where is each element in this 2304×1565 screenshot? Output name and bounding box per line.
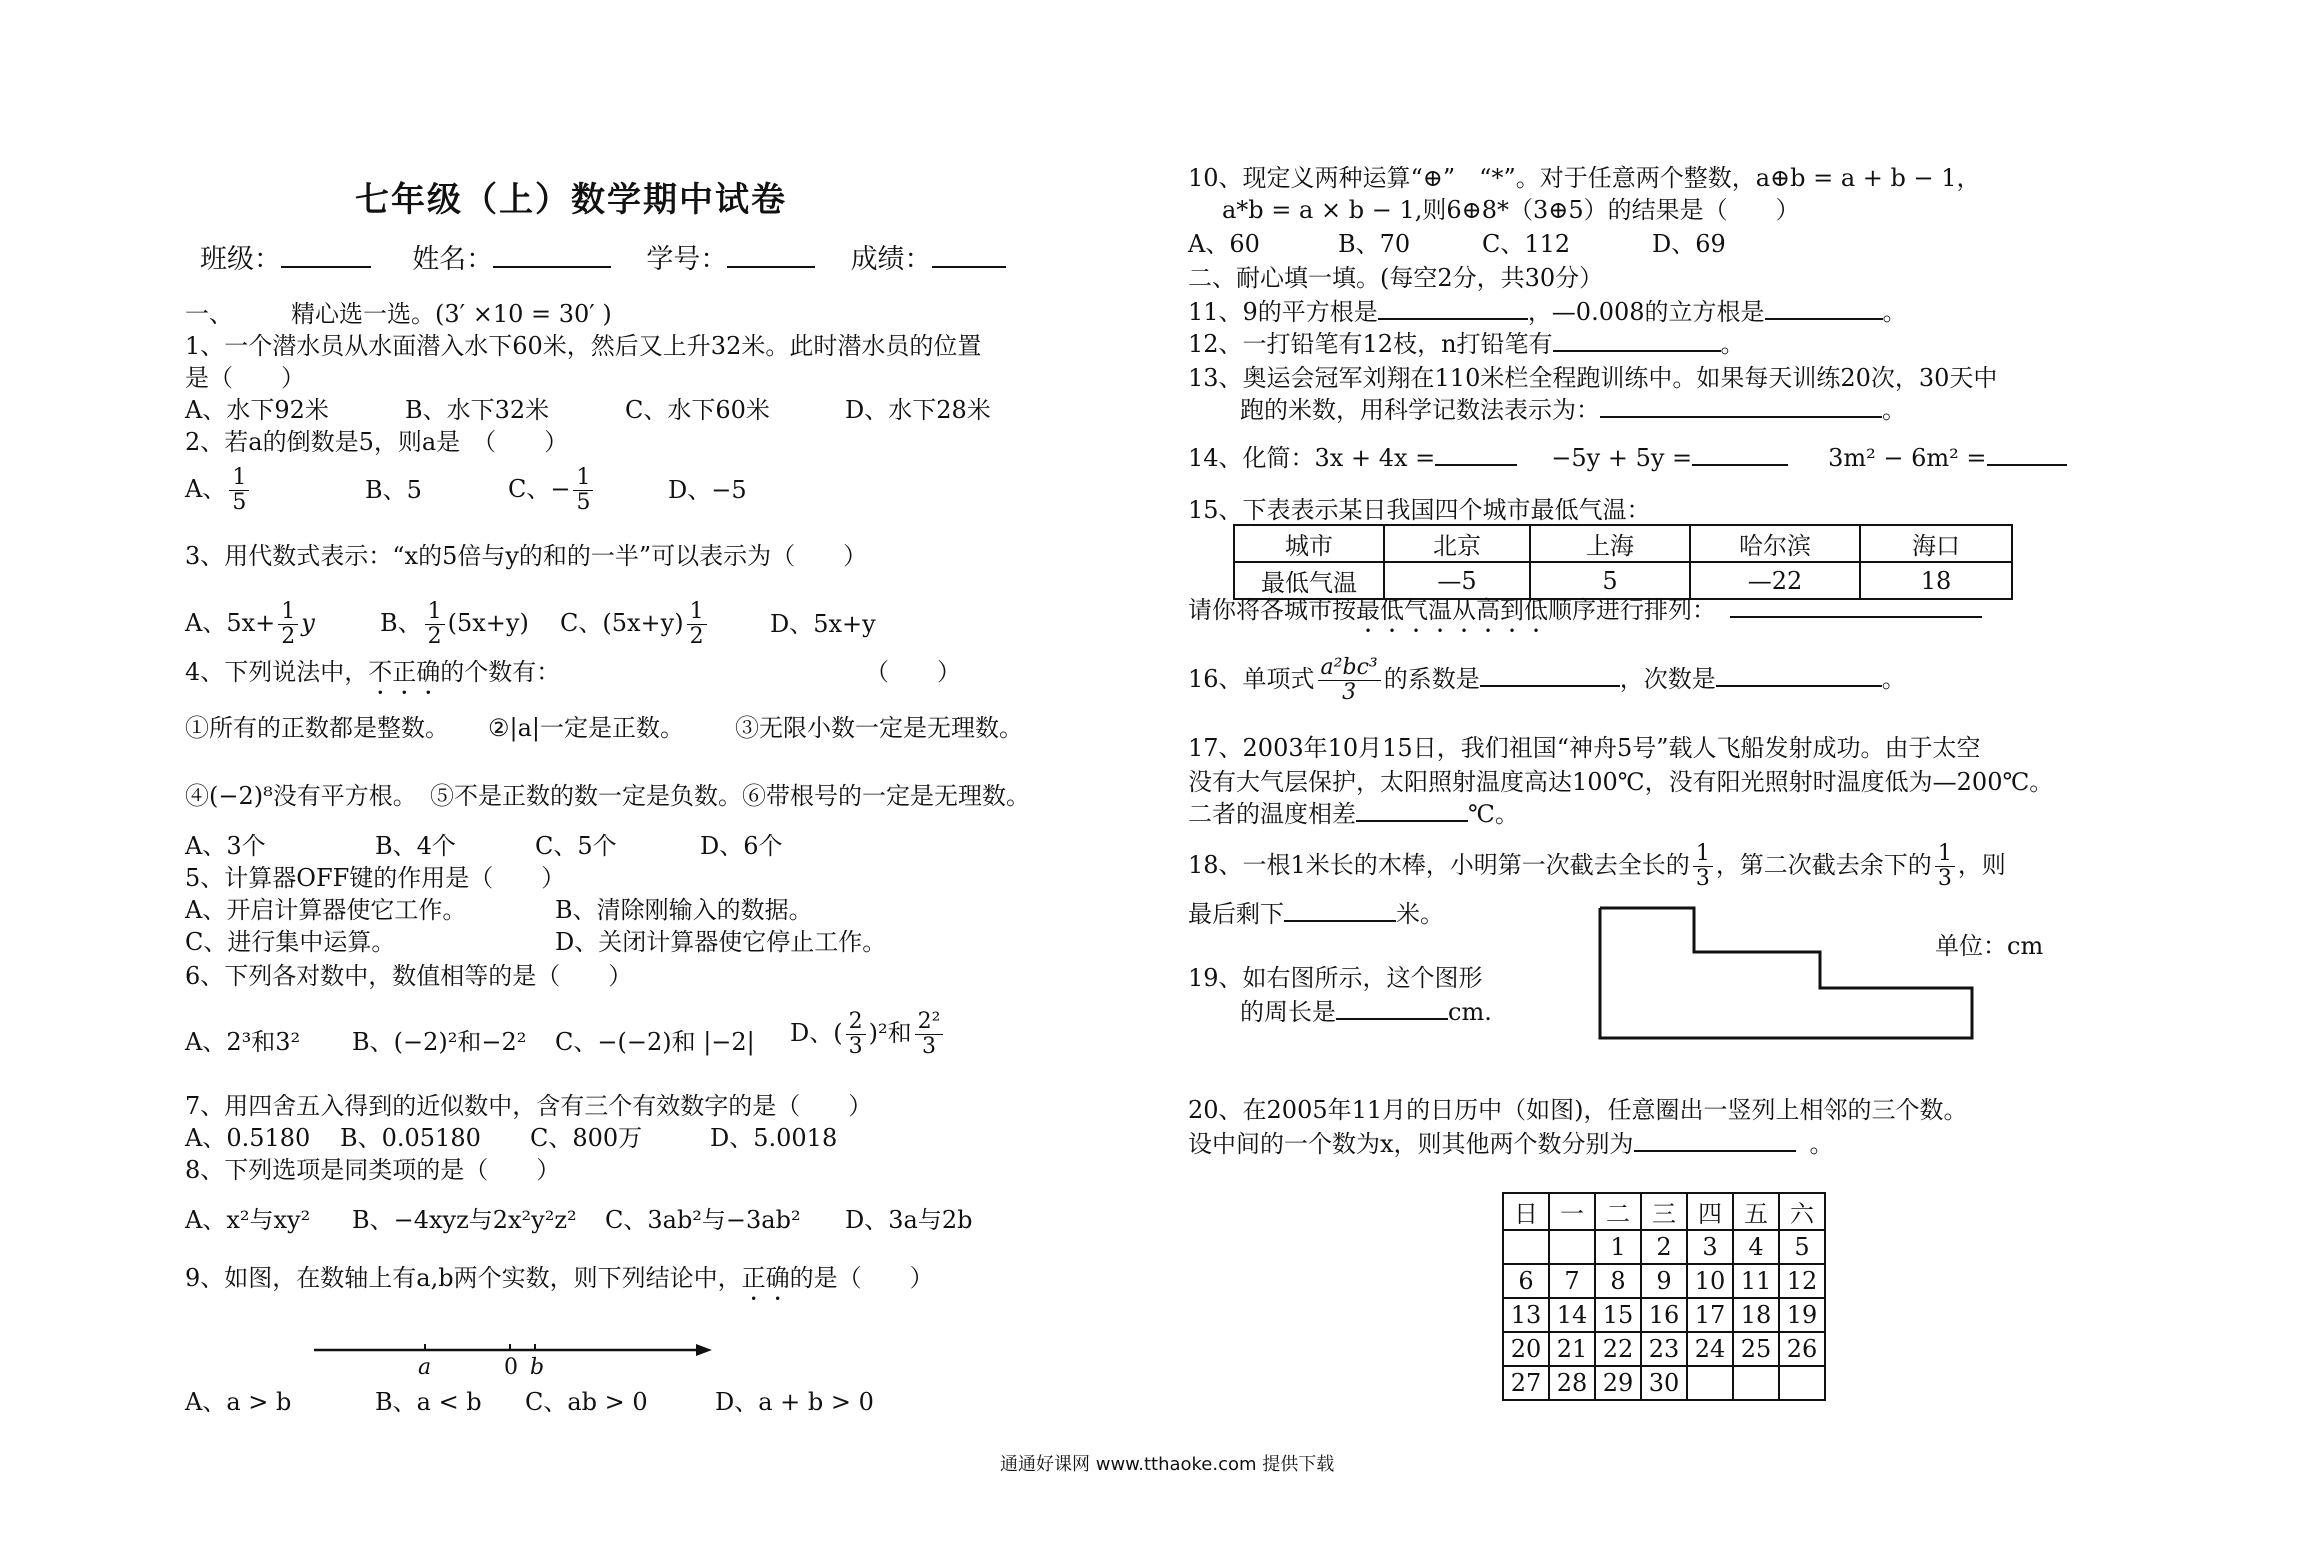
q13-line1: 13、奥运会冠军刘翔在110米栏全程跑训练中。如果每天训练20次，30天中 — [1188, 364, 1998, 392]
calendar-day-cell[interactable]: 16 — [1641, 1298, 1687, 1332]
q9-stem — [185, 1262, 934, 1306]
q8-stem: 8、下列选项是同类项的是（ ） — [185, 1156, 561, 1184]
q15-tail-pre: 请你将各城市按 — [1188, 596, 1356, 624]
calendar-day-cell[interactable] — [1549, 1230, 1595, 1264]
q9-option-c[interactable]: C、ab > 0 — [525, 1388, 648, 1416]
q4-statement-3: ③无限小数一定是无理数。 — [735, 714, 1023, 742]
q4-statement-2: ②|a|一定是正数。 — [488, 714, 684, 742]
q9-stem-emphasis: 正确 — [741, 1264, 790, 1292]
q20-blank[interactable] — [1634, 1128, 1796, 1152]
calendar-weekday-cell: 日 — [1503, 1193, 1549, 1230]
calendar-weekday-cell: 三 — [1641, 1193, 1687, 1230]
id-label: 学号： — [646, 244, 728, 275]
q2-option-a-label: A、 — [185, 475, 227, 503]
q8-option-c[interactable]: C、3ab²与−3ab² — [605, 1206, 801, 1234]
calendar-week-row — [1503, 1332, 1825, 1366]
q7-option-b[interactable]: B、0.05180 — [340, 1124, 481, 1152]
calendar-day-cell[interactable]: 5 — [1779, 1230, 1825, 1264]
calendar-day-cell[interactable]: 28 — [1549, 1366, 1595, 1400]
class-field[interactable] — [281, 244, 371, 268]
q6-option-d[interactable]: D、( $\frac{2}{3}$ )²和 $\frac{\text{2²}}{3}$ — [790, 1010, 946, 1059]
table-header-cell: 城市 — [1234, 525, 1384, 562]
calendar-day-cell[interactable]: 13 — [1503, 1298, 1549, 1332]
q19-blank[interactable] — [1336, 996, 1448, 1020]
q3-option-a-tail: y — [301, 609, 315, 637]
number-line-label-b: b — [530, 1355, 545, 1380]
q18-fraction-2: $\frac{1}{3}$ — [1935, 842, 1955, 891]
q3-fraction-c: $\frac{1}{2}$ — [687, 600, 707, 649]
q6-option-a[interactable]: A、2³和3² — [185, 1028, 301, 1056]
q17-line3-post: ℃。 — [1468, 800, 1519, 828]
q10-option-c[interactable]: C、112 — [1482, 230, 1571, 258]
calendar-weekday-cell: 四 — [1687, 1193, 1733, 1230]
q3-option-a-label: A、5x+ — [185, 609, 276, 637]
q18-line2 — [1188, 898, 1444, 930]
calendar-table — [1502, 1192, 1826, 1401]
calendar-day-cell[interactable]: 9 — [1641, 1264, 1687, 1298]
q14-blank-1[interactable] — [1435, 442, 1517, 466]
q6-option-b[interactable]: B、(−2)²和−2² — [352, 1028, 527, 1056]
q16 — [1188, 656, 1906, 705]
q16-mid2: ，次数是 — [1619, 665, 1716, 693]
calendar-day-cell[interactable]: 29 — [1595, 1366, 1641, 1400]
q14-pre: 14、化简：3x + 4x = — [1188, 444, 1436, 472]
calendar-day-cell[interactable]: 3 — [1687, 1230, 1733, 1264]
calendar-weekday-cell: 二 — [1595, 1193, 1641, 1230]
score-field[interactable] — [932, 244, 1006, 268]
q19-unit: 单位：cm — [1935, 932, 2044, 960]
q16-blank-1[interactable] — [1480, 663, 1620, 687]
calendar-day-cell[interactable]: 17 — [1687, 1298, 1733, 1332]
calendar-weekday-cell: 六 — [1779, 1193, 1825, 1230]
calendar-day-cell[interactable]: 27 — [1503, 1366, 1549, 1400]
q8-option-b[interactable]: B、−4xyz与2x²y²z² — [352, 1206, 577, 1234]
q19-line1: 19、如右图所示，这个图形 — [1188, 964, 1483, 992]
number-line-label-a: a — [418, 1355, 432, 1380]
q10-option-d[interactable]: D、69 — [1652, 230, 1726, 258]
q18-line2-post: 米。 — [1396, 900, 1444, 928]
q2-fraction-a: $\frac{1}{5}$ — [229, 466, 249, 515]
q3-option-b-label: B、 — [380, 609, 422, 637]
q15-tail-emphasis: 最低气温从高到低 — [1356, 596, 1548, 624]
q5-option-a[interactable]: A、开启计算器使它工作。 — [185, 896, 467, 924]
q3-fraction-a: $\frac{1}{2}$ — [278, 600, 298, 649]
q9-option-a[interactable]: A、a > b — [185, 1388, 292, 1416]
calendar-day-cell[interactable]: 1 — [1595, 1230, 1641, 1264]
q11-blank-2[interactable] — [1765, 296, 1883, 320]
q6-fraction-d1: $\frac{2}{3}$ — [846, 1010, 866, 1059]
q2-fraction-c: $\frac{1}{5}$ — [573, 466, 593, 515]
q4-statement-4: ④(−2)⁸没有平方根。 — [185, 782, 417, 810]
q16-mid: 的系数是 — [1383, 665, 1480, 693]
q3-option-d[interactable]: D、5x+y — [770, 610, 876, 638]
calendar-day-cell[interactable]: 18 — [1733, 1298, 1779, 1332]
q11-pre: 11、9的平方根是 — [1188, 298, 1378, 326]
q19-line2 — [1240, 996, 1492, 1028]
step-shape-figure — [1596, 904, 1976, 1044]
q14-mid2: 3m² − 6m² = — [1828, 444, 1987, 472]
calendar-day-cell[interactable]: 8 — [1595, 1264, 1641, 1298]
q19-line2-pre: 的周长是 — [1240, 998, 1336, 1026]
temperature-table — [1233, 524, 2013, 600]
calendar-day-cell[interactable]: 26 — [1779, 1332, 1825, 1366]
calendar-day-cell[interactable]: 19 — [1779, 1298, 1825, 1332]
q8-option-d[interactable]: D、3a与2b — [845, 1206, 973, 1234]
q16-fraction: $\frac{\text{a²bc³}}{3}$ — [1318, 656, 1381, 705]
calendar-day-cell[interactable]: 6 — [1503, 1264, 1549, 1298]
q18-line2-pre: 最后剩下 — [1188, 900, 1284, 928]
calendar-day-cell[interactable]: 20 — [1503, 1332, 1549, 1366]
table-header-cell: 哈尔滨 — [1690, 525, 1860, 562]
q15-blank[interactable] — [1730, 594, 1982, 618]
q10-stem: 10、现定义两种运算“⊕” “*”。对于任意两个整数，a⊕b = a + b − 1， — [1188, 164, 1981, 192]
q7-option-c[interactable]: C、800万 — [530, 1124, 643, 1152]
q10-option-b[interactable]: B、70 — [1338, 230, 1411, 258]
q4-paren: （ ） — [865, 658, 961, 686]
step-shape-outline — [1600, 908, 1972, 1038]
q15-tail — [1188, 594, 1982, 638]
table-header-cell: 海口 — [1860, 525, 2012, 562]
q1-stem: 1、一个潜水员从水面潜入水下60米，然后又上升32米。此时潜水员的位置 — [185, 332, 982, 360]
q3-option-a[interactable] — [185, 600, 315, 649]
q10-option-a[interactable]: A、60 — [1188, 230, 1260, 258]
class-label: 班级： — [200, 244, 281, 275]
id-field[interactable] — [727, 244, 815, 268]
calendar-day-cell[interactable] — [1733, 1366, 1779, 1400]
table-header-cell: 上海 — [1530, 525, 1690, 562]
q17-line2: 没有大气层保护，太阳照射温度高达100℃，没有阳光照射时温度低为—200℃。 — [1188, 768, 2054, 796]
q3-stem: 3、用代数式表示：“x的5倍与y的和的一半”可以表示为（ ） — [185, 542, 868, 570]
calendar-day-cell[interactable]: 15 — [1595, 1298, 1641, 1332]
q4-stem-pre: 4、下列说法中， — [185, 658, 369, 686]
q5-option-c[interactable]: C、进行集中运算。 — [185, 928, 396, 956]
calendar-week-row — [1503, 1230, 1825, 1264]
q11-mid: ，—0.008的立方根是 — [1527, 298, 1765, 326]
section2-heading: 二、耐心填一填。(每空2分，共30分） — [1188, 264, 1604, 292]
calendar-weekday-cell: 五 — [1733, 1193, 1779, 1230]
footer-credit: 通通好课网 www.tthaoke.com 提供下载 — [1000, 1454, 1335, 1475]
calendar-day-cell[interactable]: 10 — [1687, 1264, 1733, 1298]
q1-option-a[interactable]: A、水下92米 — [185, 396, 329, 424]
q4-statement-1: ①所有的正数都是整数。 — [185, 714, 449, 742]
table-cell: 最低气温 — [1234, 562, 1384, 599]
q1-option-d[interactable]: D、水下28米 — [845, 396, 991, 424]
q5-stem: 5、计算器OFF键的作用是（ ） — [185, 864, 566, 892]
calendar-day-cell[interactable]: 24 — [1687, 1332, 1733, 1366]
q4-option-c[interactable]: C、5个 — [535, 832, 617, 860]
q16-post: 。 — [1881, 665, 1906, 693]
q12-post: 。 — [1720, 330, 1745, 358]
calendar-day-cell[interactable] — [1687, 1366, 1733, 1400]
q13-post: 。 — [1882, 396, 1906, 424]
q18 — [1188, 842, 2006, 891]
table-cell: 18 — [1860, 562, 2012, 599]
q11-blank-1[interactable] — [1378, 296, 1528, 320]
q12-blank[interactable] — [1553, 328, 1721, 352]
q16-pre: 16、单项式 — [1188, 665, 1315, 693]
name-field[interactable] — [493, 244, 611, 268]
q4-option-a[interactable]: A、3个 — [185, 832, 266, 860]
calendar-day-cell[interactable]: 30 — [1641, 1366, 1687, 1400]
calendar-day-cell[interactable]: 2 — [1641, 1230, 1687, 1264]
q7-option-a[interactable]: A、0.5180 — [185, 1124, 311, 1152]
q20-line1: 20、在2005年11月的日历中（如图)，任意圈出一竖列上相邻的三个数。 — [1188, 1096, 1968, 1124]
q12-pre: 12、一打铅笔有12枝，n打铅笔有 — [1188, 330, 1553, 358]
calendar-day-cell[interactable] — [1779, 1366, 1825, 1400]
calendar-day-cell[interactable]: 7 — [1549, 1264, 1595, 1298]
q4-option-d[interactable]: D、6个 — [700, 832, 783, 860]
q16-blank-2[interactable] — [1716, 663, 1882, 687]
table-cell: —5 — [1384, 562, 1530, 599]
q9-stem-post: 的是（ ） — [789, 1264, 934, 1292]
number-line-arrow — [696, 1344, 712, 1356]
table-header-cell: 北京 — [1384, 525, 1530, 562]
q20-line2-post: 。 — [1809, 1130, 1834, 1158]
q10-stem2: a*b = a × b − 1,则6⊕8*（3⊕5）的结果是（ ） — [1222, 196, 1800, 224]
q4-stem — [185, 656, 560, 700]
q9-stem-pre: 9、如图，在数轴上有a,b两个实数，则下列结论中， — [185, 1264, 742, 1292]
q13-blank[interactable] — [1600, 394, 1882, 418]
table-cell: 5 — [1530, 562, 1690, 599]
q13-line2 — [1240, 394, 1906, 426]
q1-option-b[interactable]: B、水下32米 — [405, 396, 550, 424]
calendar-day-cell[interactable]: 23 — [1641, 1332, 1687, 1366]
q18-mid: ，第二次截去余下的 — [1715, 851, 1932, 879]
q8-option-a[interactable]: A、x²与xy² — [185, 1206, 311, 1234]
q18-pre: 18、一根1米长的木棒，小明第一次截去全长的 — [1188, 851, 1690, 879]
q2-option-a[interactable] — [185, 466, 252, 515]
q12 — [1188, 328, 1745, 360]
calendar-week-row — [1503, 1298, 1825, 1332]
q15-tail-post: 顺序进行排列： — [1548, 596, 1716, 624]
q4-stem-post: 的个数有： — [440, 658, 561, 686]
calendar-day-cell[interactable]: 11 — [1733, 1264, 1779, 1298]
q2-stem: 2、若a的倒数是5，则a是 （ ） — [185, 428, 569, 456]
q14-blank-3[interactable] — [1987, 442, 2067, 466]
calendar-weekday-cell: 一 — [1549, 1193, 1595, 1230]
q17-line3 — [1188, 798, 1519, 830]
q6-stem: 6、下列各对数中，数值相等的是（ ） — [185, 962, 633, 990]
q7-option-d[interactable]: D、5.0018 — [710, 1124, 838, 1152]
calendar-day-cell[interactable]: 21 — [1549, 1332, 1595, 1366]
q4-statement-6: ⑥带根号的一定是无理数。 — [742, 782, 1030, 810]
q6-option-d-mid: 和 — [887, 1019, 912, 1047]
q2-option-d[interactable]: D、−5 — [668, 476, 747, 504]
q18-fraction-1: $\frac{1}{3}$ — [1693, 842, 1713, 891]
q3-option-c-label: C、(5x+y) — [560, 609, 684, 637]
calendar-day-cell[interactable] — [1503, 1230, 1549, 1264]
table-row — [1234, 525, 2012, 562]
table-cell: —22 — [1690, 562, 1860, 599]
q7-stem: 7、用四舍五入得到的近似数中，含有三个有效数字的是（ ） — [185, 1092, 873, 1120]
q3-option-b[interactable] — [380, 600, 529, 649]
q3-option-b-tail: (5x+y) — [447, 609, 529, 637]
q14 — [1188, 442, 2067, 474]
page-title: 七年级（上）数学期中试卷 — [355, 180, 787, 220]
q11 — [1188, 296, 1907, 328]
q6-option-d-label: D、 — [790, 1019, 834, 1047]
section1-text: 精心选一选。(3′ ×10 = 30′ ) — [291, 300, 612, 328]
q18-post: ，则 — [1957, 851, 2006, 879]
q4-stem-emphasis: 不正确 — [368, 658, 441, 686]
q2-option-c[interactable] — [508, 466, 596, 515]
q14-mid1: −5y + 5y = — [1551, 444, 1693, 472]
q15-stem: 15、下表表示某日我国四个城市最低气温： — [1188, 496, 1651, 524]
q20-line2-pre: 设中间的一个数为x，则其他两个数分别为 — [1188, 1130, 1634, 1158]
info-row — [200, 244, 1006, 276]
name-label: 姓名： — [412, 244, 494, 275]
calendar-week-row — [1503, 1366, 1825, 1400]
q3-option-c[interactable] — [560, 600, 710, 649]
number-line-label-0: 0 — [504, 1355, 518, 1380]
calendar-day-cell[interactable]: 14 — [1549, 1298, 1595, 1332]
q4-statement-5: ⑤不是正数的数一定是负数。 — [430, 782, 742, 810]
calendar-day-cell[interactable]: 12 — [1779, 1264, 1825, 1298]
section1-number: 一、 — [185, 300, 233, 328]
q6-option-c[interactable]: C、−(−2)和 |−2| — [555, 1028, 755, 1056]
q20-line2 — [1188, 1128, 1834, 1160]
section1-heading — [185, 298, 612, 330]
q6-fraction-d2: $\frac{\text{2²}}{3}$ — [915, 1010, 944, 1059]
q2-option-c-label: C、− — [508, 475, 571, 503]
q19-line2-post: cm. — [1448, 998, 1492, 1026]
q14-blank-2[interactable] — [1692, 442, 1788, 466]
q1-stem2: 是（ ） — [185, 364, 305, 392]
calendar-day-cell[interactable]: 25 — [1733, 1332, 1779, 1366]
q4-option-b[interactable]: B、4个 — [375, 832, 456, 860]
q9-option-b[interactable]: B、a < b — [375, 1388, 482, 1416]
calendar-header-row — [1503, 1193, 1825, 1230]
q1-option-c[interactable]: C、水下60米 — [625, 396, 770, 424]
q2-option-b[interactable]: B、5 — [365, 476, 422, 504]
calendar-week-row — [1503, 1264, 1825, 1298]
q5-option-b[interactable]: B、清除刚输入的数据。 — [555, 896, 813, 924]
calendar-day-cell[interactable]: 22 — [1595, 1332, 1641, 1366]
q9-option-d[interactable]: D、a + b > 0 — [715, 1388, 874, 1416]
q3-fraction-b: $\frac{1}{2}$ — [425, 600, 445, 649]
q17-blank[interactable] — [1356, 798, 1468, 822]
q18-blank[interactable] — [1284, 898, 1396, 922]
q11-post: 。 — [1882, 298, 1907, 326]
q5-option-d[interactable]: D、关闭计算器使它停止工作。 — [555, 928, 887, 956]
calendar-day-cell[interactable]: 4 — [1733, 1230, 1779, 1264]
q17-line3-pre: 二者的温度相差 — [1188, 800, 1356, 828]
q13-line2-text: 跑的米数，用科学记数法表示为： — [1240, 396, 1600, 424]
q17-line1: 17、2003年10月15日，我们祖国“神舟5号”载人飞船发射成功。由于太空 — [1188, 734, 1981, 762]
score-label: 成绩： — [850, 244, 932, 275]
